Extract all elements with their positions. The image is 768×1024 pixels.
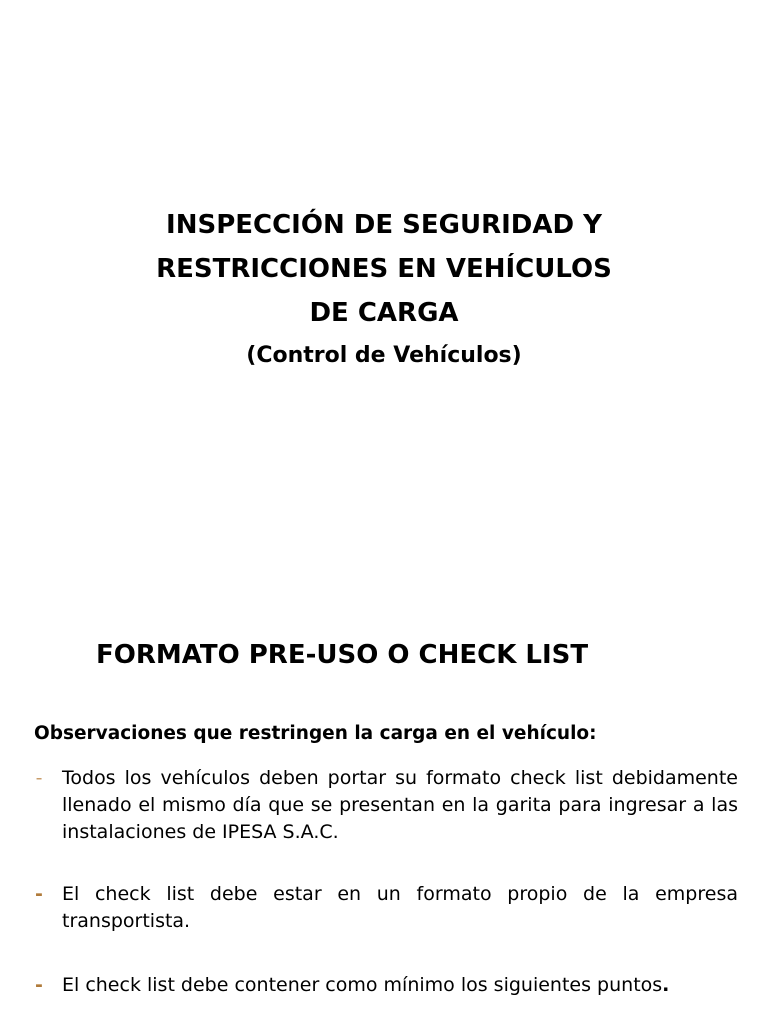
dash-bullet-icon: - (35, 974, 43, 996)
list-item (30, 881, 738, 935)
dash-bullet-icon: - (35, 883, 43, 905)
observations-label: Observaciones que restringen la carga en el vehículo: (34, 723, 597, 744)
list-item-text: El check list debe contener como mínimo los siguientes puntos (62, 974, 663, 996)
title-line-2: RESTRICCIONES EN VEHÍCULOS (156, 254, 612, 284)
list-item-text: El check list debe estar en un formato propio de la empresa transportista. (62, 883, 738, 932)
section-heading: FORMATO PRE-USO O CHECK LIST (96, 640, 589, 670)
list-item (30, 972, 738, 999)
title-line-1: INSPECCIÓN DE SEGURIDAD Y (166, 210, 602, 240)
list-item-text: Todos los vehículos deben portar su formato check list debidamente llenado el mismo día que se presentan en la garita para ingresar a las instalaciones de IPESA S.A.C. (62, 767, 738, 843)
document-subtitle: (Control de Vehículos) (246, 343, 522, 368)
document-title (0, 203, 768, 375)
title-line-3: DE CARGA (309, 298, 459, 328)
dash-bullet-icon: - (35, 767, 43, 789)
bullet-list (30, 765, 738, 999)
list-item-suffix: . (662, 974, 670, 996)
list-item (30, 765, 738, 846)
